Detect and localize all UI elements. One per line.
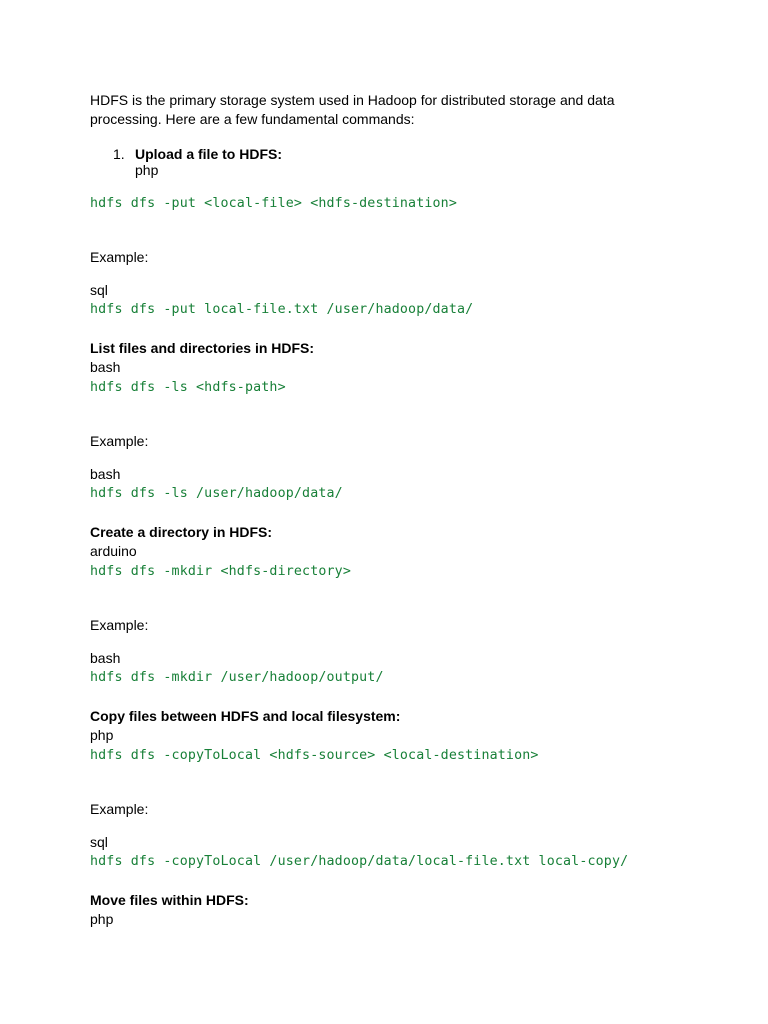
code-line-list-example: hdfs dfs -ls /user/hadoop/data/ xyxy=(90,486,343,501)
code-line-upload: hdfs dfs -put <local-file> <hdfs-destination> xyxy=(90,196,457,211)
section-heading-mkdir: Create a directory in HDFS: xyxy=(90,524,273,540)
example-label: Example: xyxy=(90,249,149,265)
example-label: Example: xyxy=(90,617,149,633)
code-language-label: arduino xyxy=(90,543,137,559)
intro-line-2: processing. Here are a few fundamental commands: xyxy=(90,111,415,127)
code-language-label: bash xyxy=(90,650,121,666)
code-language-label: php xyxy=(135,162,159,178)
section-heading-copy: Copy files between HDFS and local filesystem: xyxy=(90,708,401,724)
section-heading-list: List files and directories in HDFS: xyxy=(90,340,315,356)
code-line-copy-example: hdfs dfs -copyToLocal /user/hadoop/data/local-file.txt local-copy/ xyxy=(90,854,629,869)
section-heading-upload: Upload a file to HDFS: xyxy=(135,146,282,162)
code-language-label: sql xyxy=(90,834,108,850)
list-item-number: 1. xyxy=(113,146,125,162)
code-language-label: bash xyxy=(90,359,121,375)
code-language-label: bash xyxy=(90,466,121,482)
code-line-list: hdfs dfs -ls <hdfs-path> xyxy=(90,380,286,395)
code-line-copy: hdfs dfs -copyToLocal <hdfs-source> <local-destination> xyxy=(90,748,539,763)
code-line-mkdir-example: hdfs dfs -mkdir /user/hadoop/output/ xyxy=(90,670,384,685)
example-label: Example: xyxy=(90,801,149,817)
code-language-label: php xyxy=(90,727,114,743)
code-line-upload-example: hdfs dfs -put local-file.txt /user/hadoop/data/ xyxy=(90,302,474,317)
example-label: Example: xyxy=(90,433,149,449)
code-language-label: php xyxy=(90,911,114,927)
code-line-mkdir: hdfs dfs -mkdir <hdfs-directory> xyxy=(90,564,351,579)
code-language-label: sql xyxy=(90,282,108,298)
section-heading-move: Move files within HDFS: xyxy=(90,892,249,908)
intro-line-1: HDFS is the primary storage system used in Hadoop for distributed storage and data xyxy=(90,92,615,108)
